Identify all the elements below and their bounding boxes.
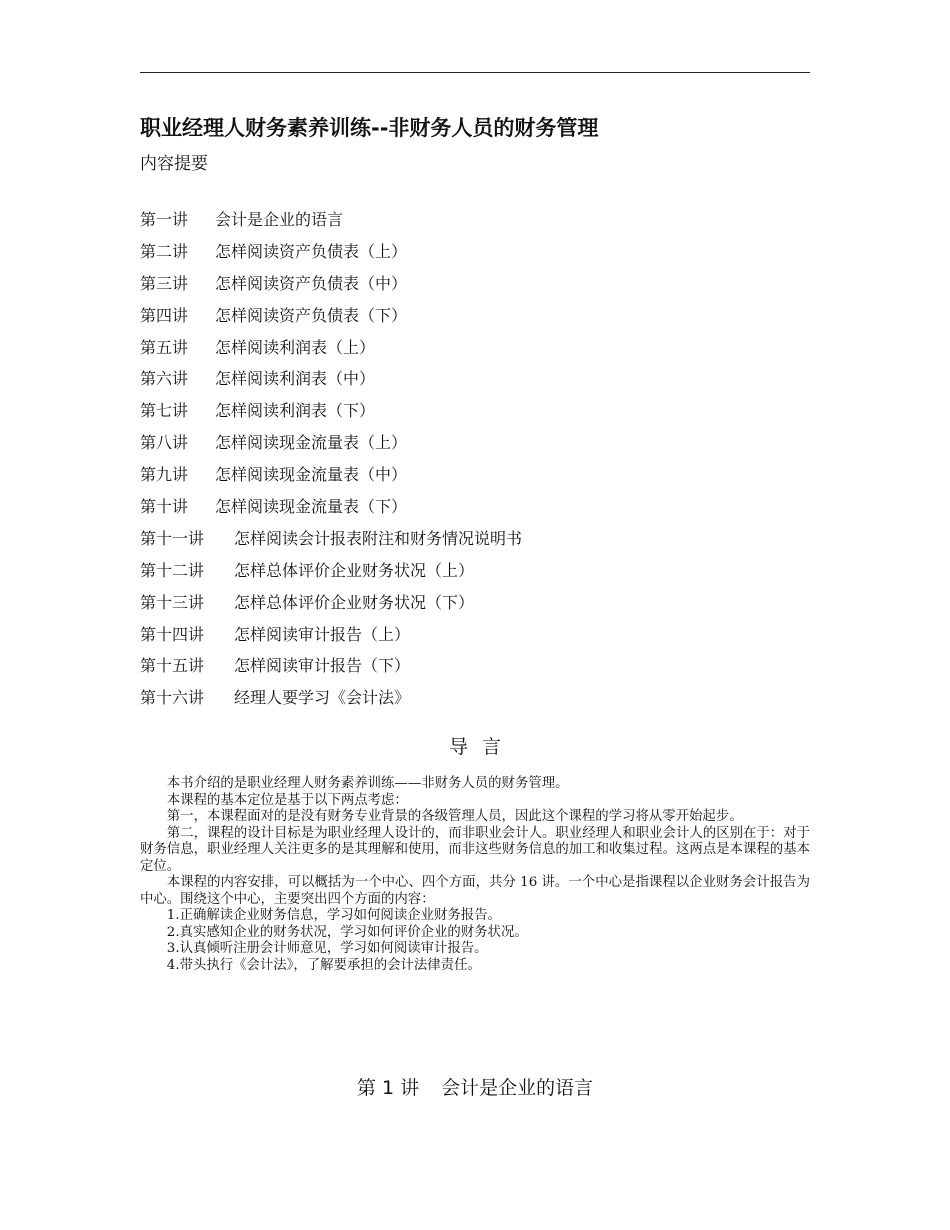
toc-lecture-title: 经理人要学习《会计法》 xyxy=(234,688,411,708)
toc-lecture-title: 怎样阅读资产负债表（中） xyxy=(215,273,408,293)
lecture-title: 会计是企业的语言 xyxy=(441,1077,594,1099)
toc-lecture-title: 怎样阅读现金流量表（下） xyxy=(215,497,408,517)
toc-item xyxy=(140,684,522,716)
toc-item xyxy=(140,589,522,621)
toc-item xyxy=(140,461,522,493)
toc-lecture-title: 怎样阅读利润表（下） xyxy=(215,401,376,421)
toc-lecture-number: 第八讲 xyxy=(140,433,189,453)
toc-item xyxy=(140,621,522,653)
toc-item xyxy=(140,365,522,397)
intro-list-item: 3.认真倾听注册会计师意见，学习如何阅读审计报告。 xyxy=(166,941,488,956)
summary-label: 内容提要 xyxy=(140,154,208,174)
header-rule xyxy=(140,72,810,73)
intro-list-item: 1.正确解读企业财务信息，学习如何阅读企业财务报告。 xyxy=(166,908,501,923)
document-title: 职业经理人财务素养训练--非财务人员的财务管理 xyxy=(140,116,599,140)
toc-lecture-number: 第十三讲 xyxy=(140,592,205,612)
toc-item xyxy=(140,397,522,429)
toc-item xyxy=(140,270,522,302)
toc-lecture-title: 怎样阅读资产负债表（上） xyxy=(215,241,408,261)
toc-lecture-title: 怎样阅读审计报告（下） xyxy=(234,656,411,676)
lecture-number: 第 1 讲 xyxy=(356,1077,420,1099)
intro-paragraph: 第一，本课程面对的是没有财务专业背景的各级管理人员，因此这个课程的学习将从零开始起步。 xyxy=(166,809,743,824)
intro-paragraph: 本课程的基本定位是基于以下两点考虑： xyxy=(166,792,408,808)
toc-lecture-number: 第二讲 xyxy=(140,241,189,261)
intro-list-item: 2.真实感知企业的财务状况，学习如何评价企业的财务状况。 xyxy=(166,924,528,940)
intro-paragraph: 本书介绍的是职业经理人财务素养训练——非财务人员的财务管理。 xyxy=(166,776,569,791)
toc-lecture-title: 怎样阅读资产负债表（下） xyxy=(215,305,408,325)
toc-lecture-number: 第七讲 xyxy=(140,401,189,421)
toc-lecture-number: 第一讲 xyxy=(140,210,189,229)
toc-lecture-title: 怎样阅读利润表（中） xyxy=(215,369,376,389)
toc-item xyxy=(140,493,522,525)
intro-paragraph: 本课程的内容安排，可以概括为一个中心、四个方面，共分 16 讲。一个中心是指课程以企业财务会计报告为中心。围绕这个中心，主要突出四个方面的内容： xyxy=(140,875,810,907)
toc-lecture-number: 第十六讲 xyxy=(140,688,205,708)
toc-lecture-title: 怎样阅读现金流量表（中） xyxy=(215,465,408,485)
toc-lecture-number: 第九讲 xyxy=(140,465,189,485)
table-of-contents xyxy=(140,206,522,716)
toc-item xyxy=(140,238,522,270)
toc-item xyxy=(140,525,522,557)
toc-lecture-number: 第十一讲 xyxy=(140,528,205,548)
toc-lecture-title: 怎样阅读利润表（上） xyxy=(215,337,376,357)
toc-item xyxy=(140,429,522,461)
toc-lecture-number: 第十五讲 xyxy=(140,656,205,676)
toc-lecture-number: 第六讲 xyxy=(140,369,189,389)
toc-lecture-title: 怎样阅读会计报表附注和财务情况说明书 xyxy=(234,528,523,548)
lecture-heading xyxy=(0,1074,950,1102)
intro-heading: 导言 xyxy=(448,736,515,758)
toc-item xyxy=(140,652,522,684)
toc-lecture-title: 怎样阅读审计报告（上） xyxy=(234,624,411,644)
toc-item xyxy=(140,206,522,238)
toc-lecture-title: 怎样阅读现金流量表（上） xyxy=(215,433,408,453)
toc-lecture-number: 第十讲 xyxy=(140,497,189,517)
intro-paragraph: 第二，课程的设计目标是为职业经理人设计的，而非职业会计人。职业经理人和职业会计人的区别在于：对于财务信息，职业经理人关注更多的是其理解和使用，而非这些财务信息的加工和收集过程。这两点是本课程的基本定位。 xyxy=(140,825,810,874)
intro-list-item: 4.带头执行《会计法》，了解要承担的会计法律责任。 xyxy=(166,957,481,973)
toc-lecture-number: 第四讲 xyxy=(140,305,189,325)
toc-lecture-title: 怎样总体评价企业财务状况（下） xyxy=(234,592,475,612)
intro-body xyxy=(140,776,810,974)
toc-lecture-number: 第三讲 xyxy=(140,273,189,293)
toc-lecture-number: 第十二讲 xyxy=(140,560,205,580)
toc-lecture-title: 会计是企业的语言 xyxy=(215,210,344,229)
toc-item xyxy=(140,334,522,366)
toc-lecture-number: 第五讲 xyxy=(140,337,189,357)
toc-lecture-number: 第十四讲 xyxy=(140,624,205,644)
toc-item xyxy=(140,557,522,589)
toc-lecture-title: 怎样总体评价企业财务状况（上） xyxy=(234,560,475,580)
toc-item xyxy=(140,302,522,334)
